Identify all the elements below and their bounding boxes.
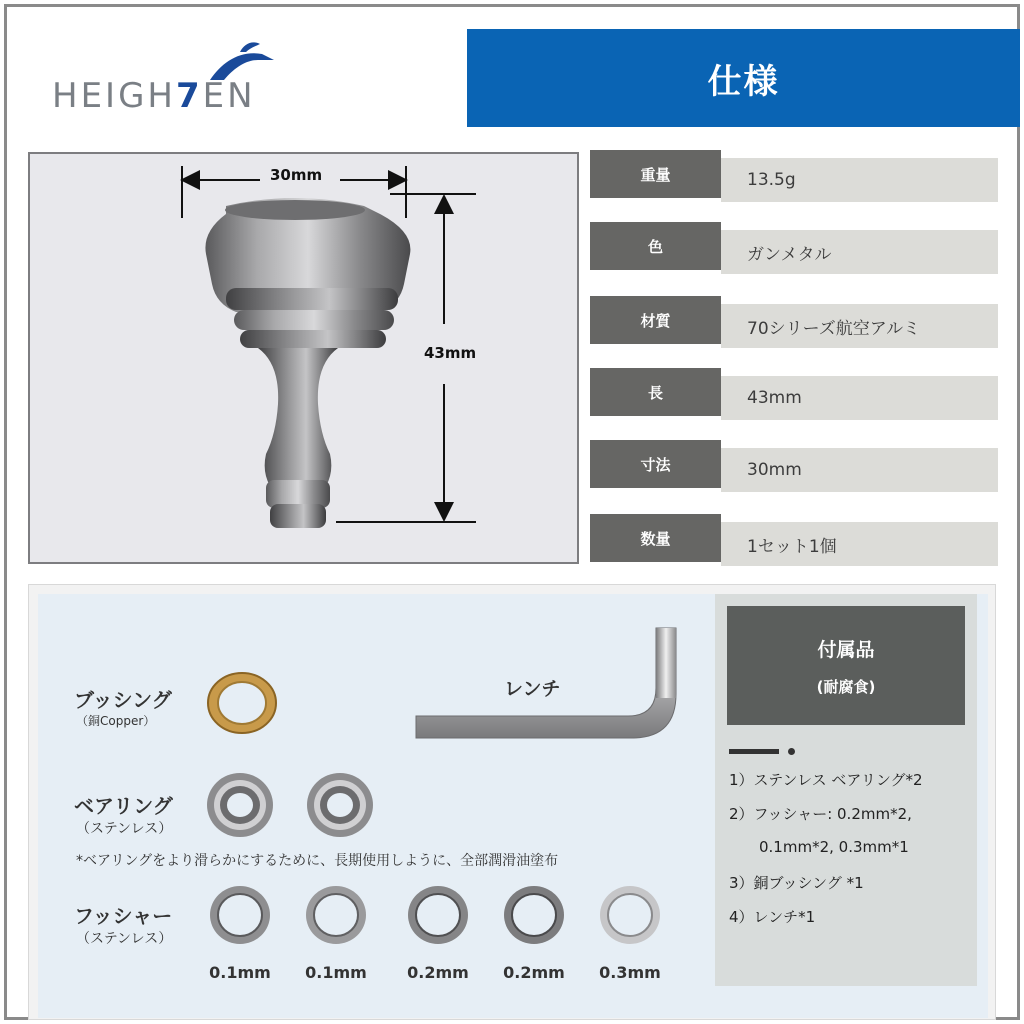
- spec-value: 43mm: [721, 376, 998, 420]
- accessories-title: 付属品: [817, 638, 875, 661]
- knob-illustration: [30, 154, 577, 562]
- spec-row-material: [590, 296, 1000, 344]
- washer-icon: [304, 884, 368, 946]
- spec-row-color: [590, 222, 1000, 270]
- spec-label: 数量: [590, 514, 721, 562]
- washer-icon: [208, 884, 272, 946]
- bearing-sublabel: （ステンレス）: [76, 821, 173, 837]
- washer-label: フッシャー: [74, 904, 173, 928]
- spec-label: 重量: [590, 150, 721, 198]
- spec-label: 材質: [590, 296, 721, 344]
- washer-icon: [598, 884, 662, 946]
- washer-sublabel: （ステンレス）: [76, 931, 173, 947]
- washer-icon: [502, 884, 566, 946]
- washer-size-label: 0.2mm: [407, 963, 469, 982]
- wrench-label: レンチ: [504, 678, 561, 700]
- wrench-icon: [412, 624, 682, 748]
- spec-label: 色: [590, 222, 721, 270]
- bushing-label: ブッシング: [74, 688, 172, 712]
- spec-value: 13.5g: [721, 158, 998, 202]
- washer-icon: [406, 884, 470, 946]
- spec-label: 寸法: [590, 440, 721, 488]
- accessory-item: 3）銅ブッシング *1: [729, 874, 864, 892]
- washer-size-label: 0.2mm: [503, 963, 565, 982]
- accessory-item: 0.1mm*2, 0.3mm*1: [759, 838, 909, 856]
- accessory-item: 1）ステンレス ベアリング*2: [729, 771, 923, 789]
- spec-value: 1セット1個: [721, 522, 998, 566]
- spec-title: 仕様: [467, 29, 1020, 127]
- washer-size-label: 0.3mm: [599, 963, 661, 982]
- accent-dot: [788, 748, 795, 755]
- bearing-label: ベアリング: [74, 794, 173, 818]
- bearing-icon: [304, 770, 376, 840]
- spec-row-length: [590, 368, 1000, 416]
- spec-row-dimension: [590, 440, 1000, 488]
- spec-row-weight: [590, 150, 1000, 198]
- accessories-header: [727, 606, 965, 725]
- spec-value: ガンメタル: [721, 230, 998, 274]
- copper-bushing-icon: [204, 670, 280, 736]
- spec-value: 30mm: [721, 448, 998, 492]
- bushing-sublabel: （銅Copper）: [76, 714, 156, 728]
- accessory-item: 2）フッシャー: 0.2mm*2,: [729, 805, 912, 823]
- washer-size-label: 0.1mm: [305, 963, 367, 982]
- accent-bar: [729, 749, 779, 754]
- brand-logo: [52, 40, 312, 120]
- spec-row-quantity: [590, 514, 1000, 562]
- logo-wordmark: HEIGH7EN: [52, 76, 256, 116]
- spec-value: 70シリーズ航空アルミ: [721, 304, 998, 348]
- width-dimension-label: 30mm: [270, 166, 323, 184]
- lubrication-note: *ベアリングをより滑らかにするために、長期使用しように、全部潤滑油塗布: [76, 853, 559, 869]
- accessory-item: 4）レンチ*1: [729, 908, 816, 926]
- accessories-subtitle: (耐腐食): [816, 677, 876, 696]
- product-photo: [28, 152, 579, 564]
- height-dimension-label: 43mm: [424, 344, 477, 362]
- spec-label: 長: [590, 368, 721, 416]
- washer-size-label: 0.1mm: [209, 963, 271, 982]
- bearing-icon: [204, 770, 276, 840]
